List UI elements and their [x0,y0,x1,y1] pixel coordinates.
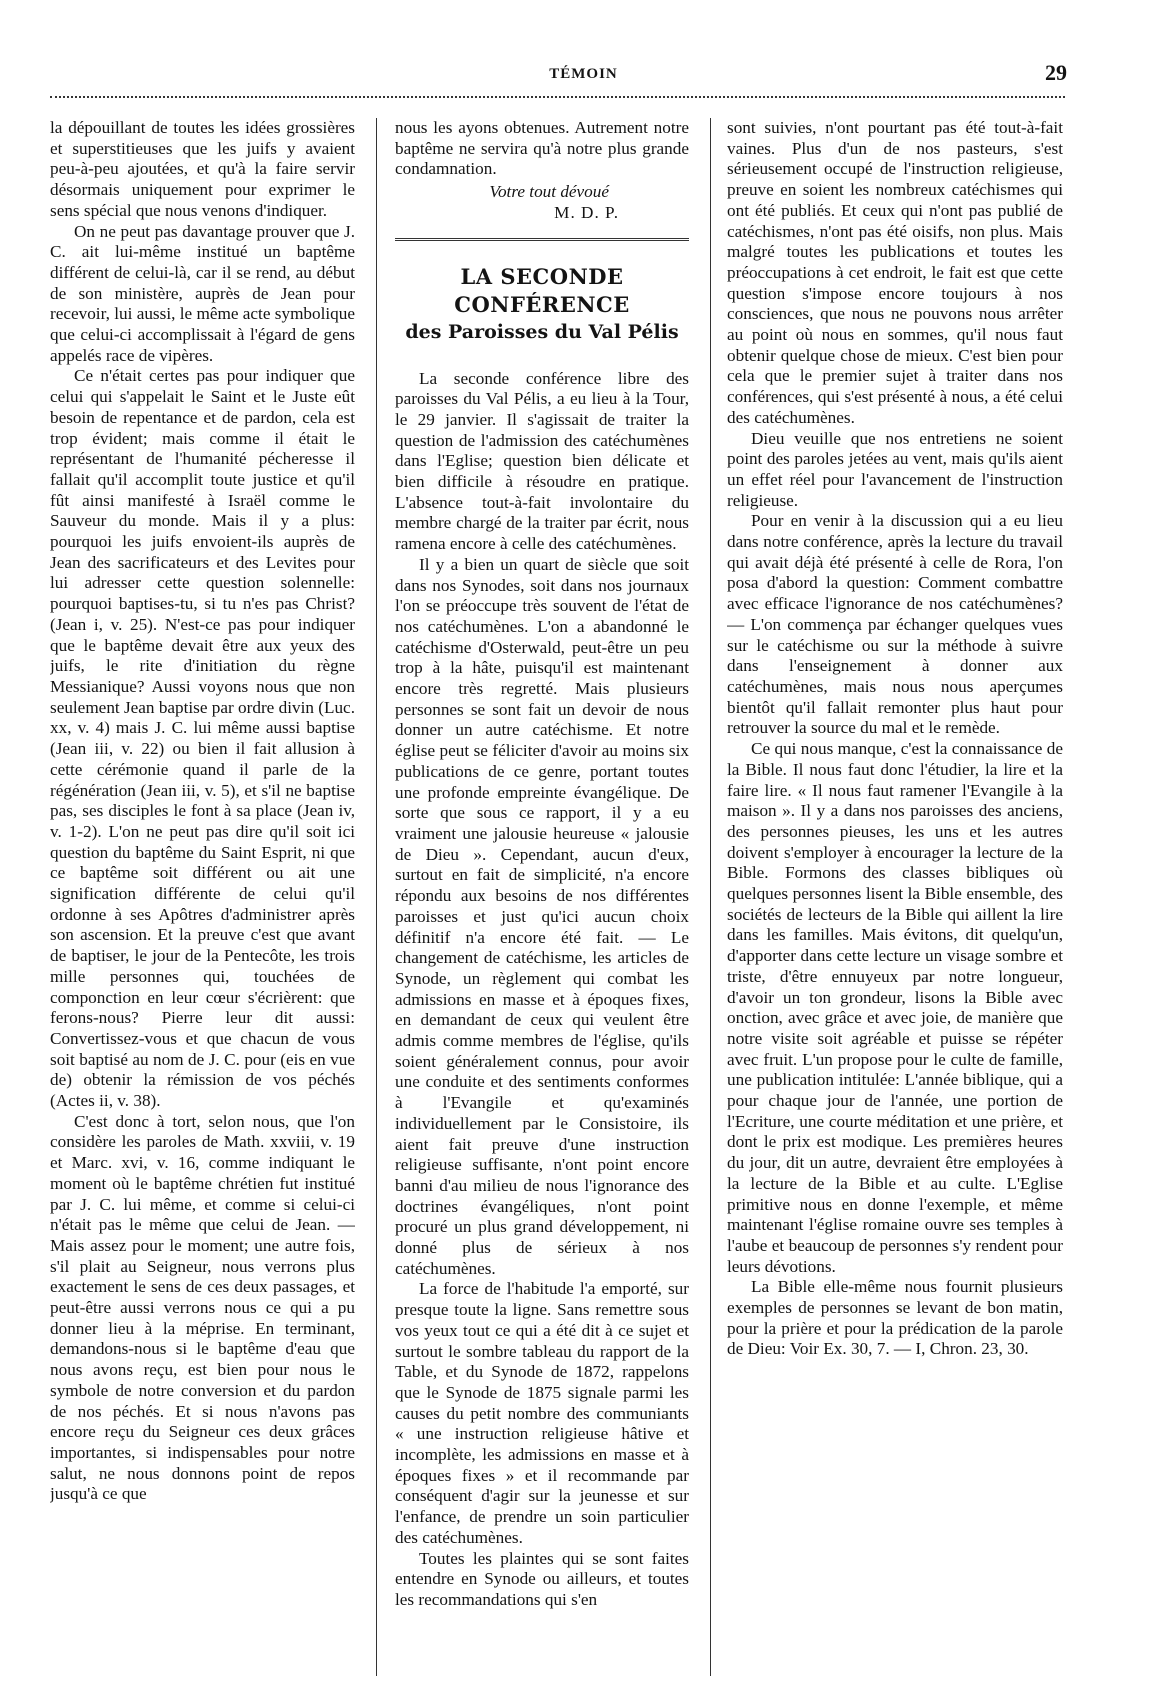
running-title: TÉMOIN [549,66,618,82]
header-rule [50,96,1065,98]
paragraph: La seconde conférence libre des paroisses du Val Pélis, a eu lieu à la Tour, le 29 janvier. Il s'agissait de traiter la question de l'admission des catéchumènes dans l'Eglise; question bien délicate et bien difficile à résoudre en pratique. L'absence tout-à-fait involontaire du membre chargé de la traiter par écrit, nous ramena encore à celle des catéchumènes. [395,368,689,554]
article-heading: LA SECONDE CONFÉRENCE [454,263,630,317]
paragraph: La force de l'habitude l'a emporté, sur presque toute la ligne. Sans remettre sous vos yeux tout ce qui a été dit à ce sujet et surtout le sombre tableau du rapport de la Table, et du Synode de 1872, rappelons que le Synode de 1875 signale parmi les causes du petit nombre des communiants « une instruction religieuse hâtive et incomplète, les admissions en masse et à époques fixes » et il recommande par conséquent d'agir sur la jeunesse et sur l'enfance, de prendre un soin particulier des catéchumènes. [395,1279,689,1547]
paragraph: On ne peut pas davantage prouver que J. C. ait lui-même institué un baptême différent de celui-là, car il se rend, au début de son ministère, auprès de Jean pour recevoir, lui aussi, le même acte symbolique que celui-ci accomplissait à l'égard de gens appelés race de vipères. [50,221,355,365]
column-divider-2 [710,118,711,1676]
column-1 [50,118,355,1678]
paragraph: Ce n'était certes pas pour indiquer que celui qui s'appelait le Saint et le Juste eût besoin de repentance et de pardon, cela est trop évident; mais comme il était le représentant de l'humanité pécheresse il fallait qu'il accomplit toute justice et qu'il fût ainsi manifesté à Israël comme le Sauveur du monde. Mais il y a plus: pourquoi les juifs envoient-ils auprès de Jean des sacrificateurs et des Levites pour lui adresser cette question solennelle: pourquoi baptises-tu, si tu n'es pas Christ? (Jean i, v. 25). N'est-ce pas pour indiquer que le baptême devait être aux yeux des juifs, le rite d'initiation du règne Messianique? Aussi voyons nous que non seulement Jean baptise par ordre divin (Luc. xx, v. 4) mais J. C. lui même aussi baptise (Jean iii, v. 22) ou bien il fait allusion à cette cérémonie quand il parle de la régénération (Jean iii, v. 5), et s'il ne baptise pas, ses disciples le font à sa place (Jean iv, v. 1-2). L'on ne peut pas dire qu'il soit ici question du baptême du Saint Esprit, ni que ce baptême soit différent ou ait une signification différente de celui qu'il ordonne à ses Apôtres d'administrer après son ascension. Et la preuve c'est que avant de baptiser, le jour de la Pentecôte, les trois mille personnes qui, touchées de componction en leur cœur s'écrièrent: que ferons-nous? Pierre leur dit aussi: Convertissez-vous et que chacun de vous soit baptisé au nom de J. C. pour (eis en vue de) obtenir la rémission de vos péchés (Actes ii, v. 38). [50,366,355,1111]
paragraph: Il y a bien un quart de siècle que soit dans nos Synodes, soit dans nos journaux l'on se préoccupe très souvent de l'état de nos catéchumènes. L'on a abandonné le catéchisme d'Osterwald, peut-être un peu trop à la hâte, puisqu'il est maintenant encore très regretté. Mais plusieurs personnes se sont fait un devoir de nous donner un autre catéchisme. Et notre église peut se féliciter d'avoir au moins six publications de ce genre, portant toutes une profonde empreinte évangélique. De sorte que sous ce rapport, il y a eu vraiment une jalousie heureuse « jalousie de Dieu ». Cependant, aucun d'eux, surtout en fait de simplicité, n'a encore répondu aux besoins de nos différentes paroisses et just qu'ici aucun choix définitif n'a encore été fait. — Le changement de catéchisme, les articles de Synode, un règlement qui combat les admissions en masse et à époques fixes, en demandant de ceux qui veulent être admis comme membres de l'église, qu'ils soient généralement connus, pour avoir une conduite et des sentiments conformes à l'Evangile et qu'examinés individuellement par le Consistoire, ils aient fait preuve d'une instruction religieuse suffisante, n'ont point encore banni d'au milieu de nous l'ignorance des doctrines évangéliques, n'ont point procuré un plus grand développement, ni donné plus de sérieux à nos catéchumènes. [395,554,689,1278]
letter-signature: M. D. P. [554,202,619,222]
article-subheading: des Paroisses du Val Pélis [405,320,679,343]
column-divider-1 [376,118,377,1676]
paragraph: sont suivies, n'ont pourtant pas été tout-à-fait vaines. Plus d'un de nos pasteurs, s'est sérieusement occupé de l'instruction religieuse, preuve en soient les nombreux catéchismes qui ont été publiés. Et ceux qui n'ont pas publié de catéchismes, n'ont pas été oisifs, non plus. Mais malgré toutes les publications et toutes les préoccupations à cet endroit, le fait est que cette question s'impose encore toujours à nos consciences, que nous ne pouvons nous arrêter au point où nous en sommes, qu'il nous faut obtenir quelque chose de mieux. C'est bien pour cela que le premier sujet à traiter dans nos conférences, qui s'est présenté à nous, a été celui des catéchumènes. [727,118,1063,427]
paragraph: la dépouillant de toutes les idées grossières et superstitieuses que les juifs y avaient peu-à-peu ajoutées, et qu'à la faire servir désormais uniquement pour exprimer le sens spécial que nous venons d'indiquer. [50,118,355,220]
column-2 [395,118,689,1678]
paragraph: La Bible elle-même nous fournit plusieurs exemples de personnes se levant de bon matin, pour la prière et pour la prédication de la parole de Dieu: Voir Ex. 30, 7. — I, Chron. 23, 30. [727,1277,1063,1359]
letter-closing: Votre tout dévoué [489,182,609,202]
paragraph: Dieu veuille que nos entretiens ne soient point des paroles jetées au vent, mais qu'ils aient un effet réel pour l'avancement de l'instruction religieuse. [727,428,1063,510]
page-number: 29 [1045,60,1067,85]
paragraph: Toutes les plaintes qui se sont faites entendre en Synode ou ailleurs, et toutes les recommandations qui s'en [395,1548,689,1609]
paragraph: nous les ayons obtenues. Autrement notre baptême ne servira qu'à notre plus grande condamnation. [395,118,689,179]
page-header [0,58,1167,88]
paragraph: Ce qui nous manque, c'est la connaissance de la Bible. Il nous faut donc l'étudier, la lire et la faire lire. « Il nous faut ramener l'Evangile à la maison ». Il y a dans nos paroisses des anciens, des personnes pieuses, les uns et les autres doivent s'employer à encourager la lecture de la Bible. Formons des classes bibliques où quelques personnes lisent la Bible ensemble, des sociétés de lecteurs de la Bible qui aillent la lire dans les familles. Mais évitons, dit quelqu'un, d'apporter dans cette lecture un visage sombre et triste, d'être ennuyeux par notre longueur, d'avoir un ton grondeur, lisons la Bible avec onction, avec grâce et avec joie, de manière que notre visite soit agréable et puisse se répéter avec fruit. L'un propose pour le culte de famille, une publication intitulée: L'année biblique, qui a pour chaque jour de l'année, une portion de l'Ecriture, une courte méditation et une prière, et dont le prix est modique. Les premières heures du jour, dit un autre, devraient être employées à la lecture de la Bible et au culte. L'Eglise primitive nous en donne l'exemple, et même maintenant l'église romaine ouvre ses temples à l'aube et beaucoup de personnes s'y rendent pour leurs dévotions. [727,739,1063,1276]
paragraph: Pour en venir à la discussion qui a eu lieu dans notre conférence, après la lecture du travail qui avait déjà été présenté à celle de Rora, l'on posa d'abord la question: Comment combattre avec efficace l'ignorance de nos catéchumènes? — L'on commença par échanger quelques vues sur le catéchisme ou sur la méthode à suivre dans l'enseignement à donner aux catéchumènes, mais nous nous aperçumes bientôt qu'il fallait remonter plus haut pour retrouver la source du mal et le remède. [727,511,1063,738]
paragraph: C'est donc à tort, selon nous, que l'on considère les paroles de Math. xxviii, v. 19 et Marc. xvi, v. 16, comme indiquant le moment où le baptême chrétien fut institué par J. C. lui même, et comme si celui-ci n'était pas le même que celui de Jean. — Mais assez pour le moment; une autre fois, s'il plait au Seigneur, nous verrons plus exactement le sens de ces deux passages, et peut-être aussi verrons nous ce qui a pu donner lieu à la méprise. En terminant, demandons-nous si le baptême d'eau que nous avons reçu, est bien pour nous le symbole de notre conversion et du pardon de nos péchés. Et si nous n'avons pas encore reçu du Seigneur ces deux grâces importantes, si indispensables pour notre salut, ne nous donnons point de repos jusqu'à ce que [50,1111,355,1504]
article-separator [395,238,689,241]
column-3 [727,118,1063,1678]
